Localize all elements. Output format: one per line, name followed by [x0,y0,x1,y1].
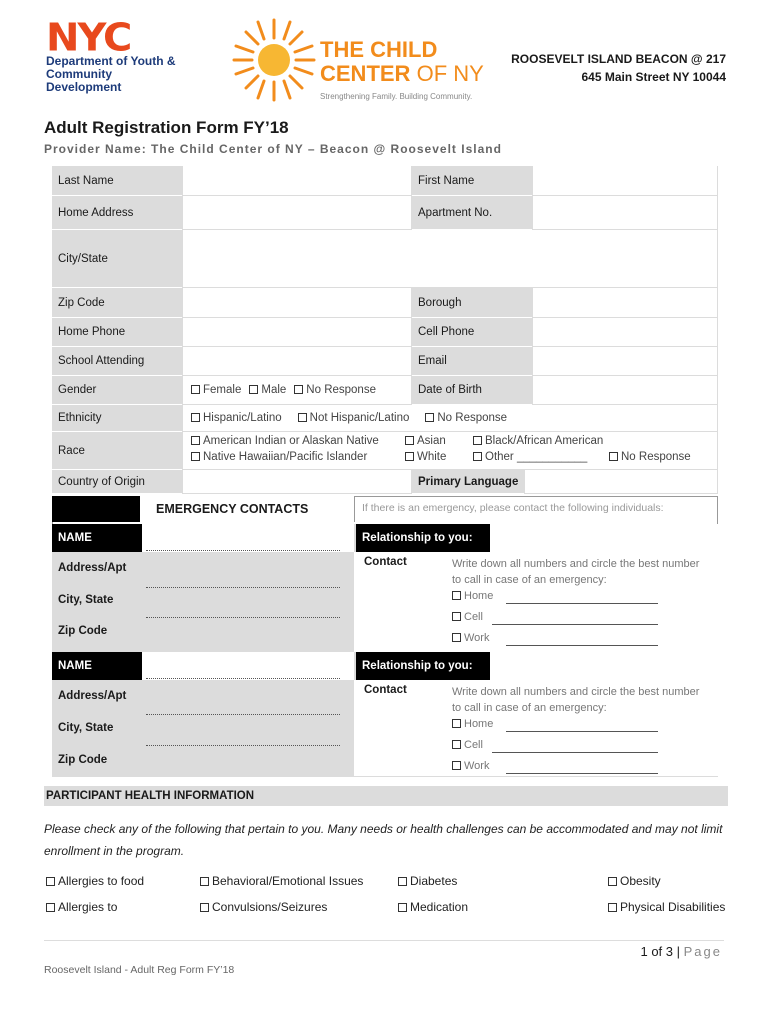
checkbox-icon[interactable] [298,413,307,422]
country-field[interactable] [182,470,412,494]
contact1-hint: Write down all numbers and circle the best number to call in case of an emergency: [452,558,700,586]
health-convulsions[interactable]: Convulsions/Seizures [200,900,327,914]
checkbox-icon[interactable] [608,877,617,886]
beacon-address: ROOSEVELT ISLAND BEACON @ 217 645 Main Street NY 10044 [511,52,726,84]
language-label: Primary Language [412,470,524,494]
dob-label: Date of Birth [412,376,532,405]
checkbox-icon[interactable] [191,385,200,394]
contact2-city-line[interactable] [146,745,340,746]
gender-options [182,376,412,405]
row-ethnicity [52,405,718,432]
health-physical-disabilities[interactable]: Physical Disabilities [608,900,725,914]
race-label: Race [52,432,182,470]
race-american-indian-option[interactable]: American Indian or Alaskan Native [191,435,379,447]
checkbox-icon[interactable] [452,719,461,728]
ethnicity-options [182,405,718,432]
row-name [52,166,718,196]
nyc-logo: NYC [46,16,131,60]
checkbox-icon[interactable] [46,877,55,886]
row-zip [52,288,718,318]
contact2-name-label: NAME [52,652,142,680]
checkbox-icon[interactable] [46,903,55,912]
footer-divider [44,940,724,941]
last-name-label: Last Name [52,166,182,196]
contact2-cell-option[interactable]: Cell [452,739,483,751]
school-label: School Attending [52,347,182,376]
first-name-field[interactable] [532,166,718,196]
gender-no-response-option[interactable]: No Response [294,384,376,396]
contact1-relationship-label: Relationship to you: [356,524,490,552]
race-options [182,432,718,470]
race-native-hawaiian-option[interactable]: Native Hawaiian/Pacific Islander [191,451,367,463]
race-black-option[interactable]: Black/African American [473,435,603,447]
first-name-label: First Name [412,166,532,196]
contact2-zip-label: Zip Code [58,754,108,766]
checkbox-icon[interactable] [191,413,200,422]
row-school [52,347,718,376]
emergency-contacts-note: If there is an emergency, please contact the following individuals: [362,502,664,514]
footer-document-name: Roosevelt Island - Adult Reg Form FY’18 [44,964,235,976]
checkbox-icon[interactable] [405,436,414,445]
contact1-work-line[interactable] [506,645,658,646]
checkbox-icon[interactable] [473,452,482,461]
nyc-department-name: Department of Youth & Community Development [46,54,176,94]
ethnicity-hispanic-option[interactable]: Hispanic/Latino [191,412,282,424]
row-phone [52,318,718,347]
checkbox-icon[interactable] [200,877,209,886]
contact1-work-option[interactable]: Work [452,632,489,644]
checkbox-icon[interactable] [452,761,461,770]
row-address [52,196,718,230]
gender-label: Gender [52,376,182,405]
health-behavioral[interactable]: Behavioral/Emotional Issues [200,874,363,888]
home-address-field[interactable] [182,196,412,230]
gender-female-option[interactable]: Female [191,384,241,396]
checkbox-icon[interactable] [452,612,461,621]
ethnicity-no-response-option[interactable]: No Response [425,412,507,424]
zip-field[interactable] [182,288,412,318]
row-city-state [52,230,718,288]
checkbox-icon[interactable] [191,452,200,461]
contact2-cell-line[interactable] [492,752,658,753]
checkbox-icon[interactable] [609,452,618,461]
contact2-relationship-label: Relationship to you: [356,652,490,680]
checkbox-icon[interactable] [452,633,461,642]
cell-phone-label: Cell Phone [412,318,532,347]
sun-logo-icon [228,14,320,106]
home-phone-field[interactable] [182,318,412,347]
dob-field[interactable] [532,376,718,405]
checkbox-icon[interactable] [200,903,209,912]
cell-phone-field[interactable] [532,318,718,347]
checkbox-icon[interactable] [608,903,617,912]
city-state-label: City/State [52,230,182,288]
contact2-work-line[interactable] [506,773,658,774]
contact2-home-option[interactable]: Home [452,718,493,730]
contact2-hint: Write down all numbers and circle the best number to call in case of an emergency: [452,686,700,714]
race-other-option[interactable]: Other ___________ [473,451,587,463]
child-center-logo-text: THE CHILD CENTER OF NY [320,37,484,86]
contact1-address-label: Address/Apt [58,562,127,574]
child-center-tagline: Strengthening Family. Building Community. [320,92,473,101]
contact1-address-line[interactable] [146,587,340,588]
city-state-field[interactable] [182,230,718,288]
apartment-field[interactable] [532,196,718,230]
apartment-label: Apartment No. [412,196,532,230]
checkbox-icon[interactable] [398,903,407,912]
contact2-city-label: City, State [58,722,114,734]
contact1-zip-label: Zip Code [58,625,108,637]
checkbox-icon[interactable] [405,452,414,461]
row-race [52,432,718,470]
contact1-home-option[interactable]: Home [452,590,493,602]
health-medication[interactable]: Medication [398,900,468,914]
race-asian-option[interactable]: Asian [405,435,446,447]
contact2-name-underline [146,678,340,679]
home-phone-label: Home Phone [52,318,182,347]
contact1-contact-label: Contact [364,556,407,568]
gender-male-option[interactable]: Male [249,384,286,396]
contact2-home-line[interactable] [506,731,658,732]
checkbox-icon[interactable] [452,591,461,600]
health-diabetes[interactable]: Diabetes [398,874,457,888]
contact1-cell-option[interactable]: Cell [452,611,483,623]
row-country [52,470,718,494]
checkbox-icon[interactable] [473,436,482,445]
email-label: Email [412,347,532,376]
health-section-title: PARTICIPANT HEALTH INFORMATION [44,786,728,806]
emergency-contacts-title: EMERGENCY CONTACTS [140,496,355,522]
contact2-name-field[interactable] [142,652,354,680]
form-title: Adult Registration Form FY’18 [44,118,289,137]
health-description: Please check any of the following that pertain to you. Many needs or health challenges can be accommodated and may not limit enrollment in the program. [44,822,723,858]
health-allergies-to[interactable]: Allergies to [46,900,117,914]
ethnicity-label: Ethnicity [52,405,182,432]
borough-label: Borough [412,288,532,318]
checkbox-icon[interactable] [249,385,258,394]
contact2-contact-label: Contact [364,684,407,696]
language-field[interactable] [524,470,718,494]
checkbox-icon[interactable] [398,877,407,886]
contact2-relationship-field[interactable] [490,652,718,680]
page-number: 1 of 3 | Page [640,944,722,959]
contact1-cell-line[interactable] [492,624,658,625]
row-gender [52,376,718,405]
contact1-name-field[interactable] [142,524,354,552]
race-no-response-option[interactable]: No Response [609,451,691,463]
contact1-name-label: NAME [52,524,142,552]
health-obesity[interactable]: Obesity [608,874,661,888]
contact1-name-underline [146,550,340,551]
contact2-address-label: Address/Apt [58,690,127,702]
health-allergies-food[interactable]: Allergies to food [46,874,144,888]
race-white-option[interactable]: White [405,451,446,463]
contact2-address-line[interactable] [146,714,340,715]
email-field[interactable] [532,347,718,376]
zip-label: Zip Code [52,288,182,318]
contact1-home-line[interactable] [506,603,658,604]
checkbox-icon[interactable] [425,413,434,422]
checkbox-icon[interactable] [452,740,461,749]
contact1-city-line[interactable] [146,617,340,618]
country-label: Country of Origin [52,470,182,494]
home-address-label: Home Address [52,196,182,230]
contact1-city-label: City, State [58,594,114,606]
school-field[interactable] [182,347,412,376]
borough-field[interactable] [532,288,718,318]
provider-name: Provider Name: The Child Center of NY – Beacon @ Roosevelt Island [44,142,502,156]
checkbox-icon[interactable] [191,436,200,445]
ethnicity-not-hispanic-option[interactable]: Not Hispanic/Latino [298,412,410,424]
contact2-work-option[interactable]: Work [452,760,489,772]
last-name-field[interactable] [182,166,412,196]
contact1-relationship-field[interactable] [490,524,718,552]
checkbox-icon[interactable] [294,385,303,394]
emergency-header-bar [52,496,140,522]
